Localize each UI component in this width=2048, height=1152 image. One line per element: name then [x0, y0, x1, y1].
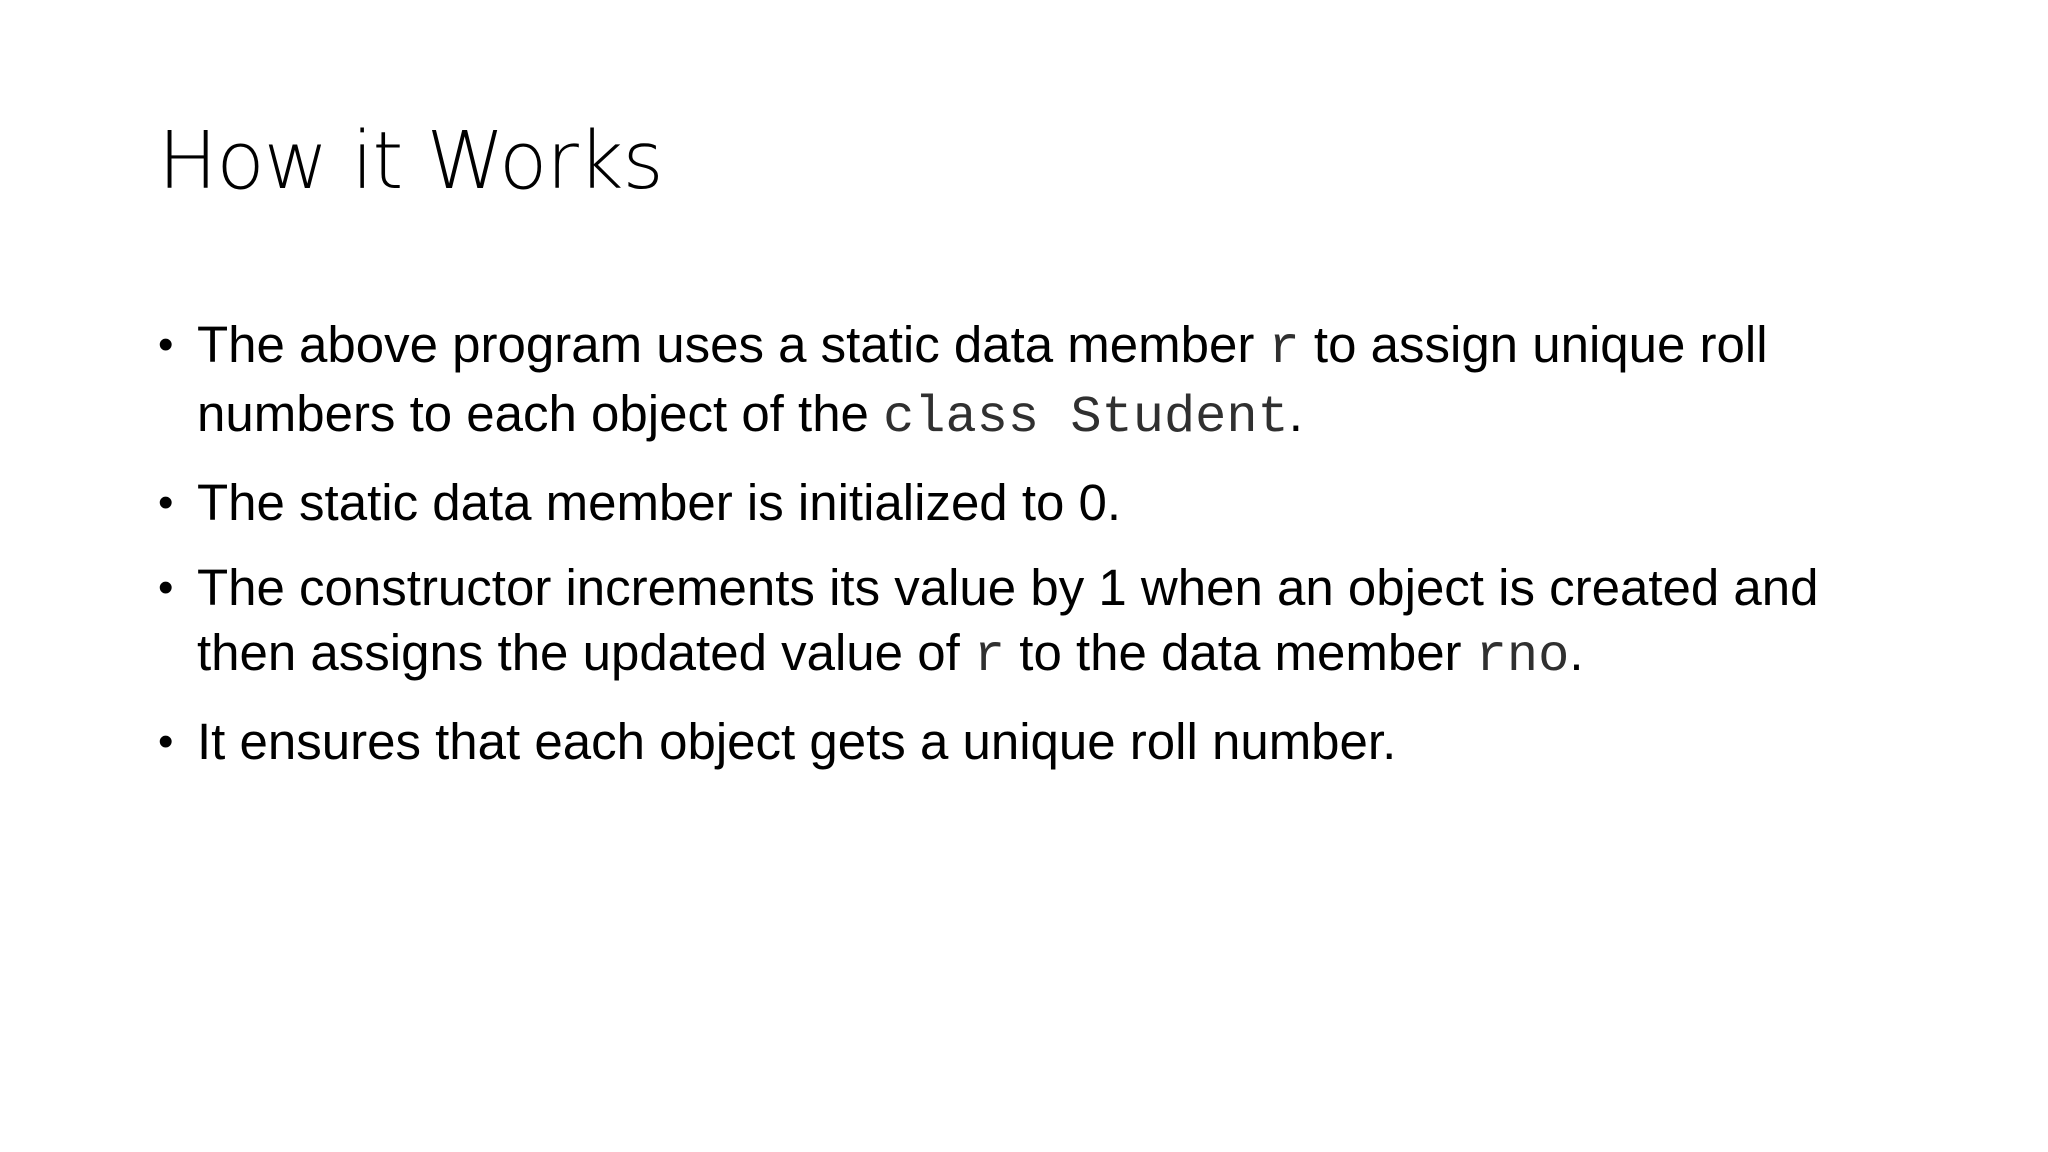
code-inline: r: [973, 627, 1006, 686]
bullet-text: to assign unique roll numbers to each object of the: [197, 316, 1768, 442]
bullet-text: .: [1569, 624, 1584, 681]
bullet-list: [158, 312, 1898, 794]
bullet-text: The above program uses a static data member: [197, 316, 1269, 373]
bullet-text: It ensures that each object gets a unique roll number.: [197, 713, 1397, 770]
slide-title: How it Works: [158, 115, 663, 207]
code-inline: class Student: [883, 388, 1289, 447]
bullet-marker: •: [158, 320, 174, 369]
bullet-marker: •: [158, 478, 174, 527]
bullet-item: [158, 709, 1898, 774]
bullet-text: The constructor increments its value by 1 when an object is created and then assigns the updated value of: [197, 559, 1819, 681]
code-inline: rno: [1475, 627, 1570, 686]
bullet-marker: •: [158, 563, 174, 612]
bullet-marker: •: [158, 717, 174, 766]
code-inline: r: [1268, 319, 1300, 378]
bullet-text: .: [1288, 385, 1303, 442]
bullet-item: [158, 555, 1898, 689]
bullet-item: [158, 470, 1898, 535]
bullet-item: [158, 312, 1898, 450]
bullet-text: to the data member: [1005, 624, 1476, 681]
bullet-text: The static data member is initialized to 0.: [197, 474, 1122, 531]
